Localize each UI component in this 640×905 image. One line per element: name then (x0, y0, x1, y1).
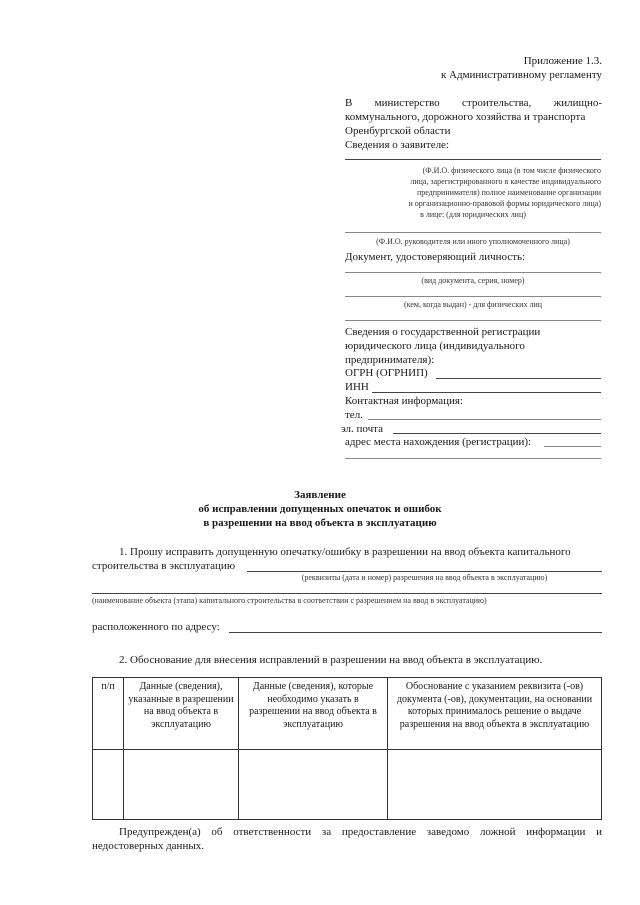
ogrn-field[interactable] (436, 378, 601, 379)
head-hint: (Ф.И.О. руководителя или иного уполномоченного лица) (376, 237, 570, 246)
addressee-line-2: коммунального, дорожного хозяйства и транспорта (345, 111, 586, 123)
fio-hint-2: лица, зарегистрированного в качестве индивидуального (410, 177, 601, 186)
table-cell-justification[interactable] (388, 750, 602, 820)
object-name-hint: (наименование объекта (этапа) капитального строительства в соответствии с разрешением на ввод в эксплуатацию) (92, 596, 487, 605)
phone-label: тел. (345, 409, 363, 421)
request-paragraph-line-1: 1. Прошу исправить допущенную опечатку/ошибку в разрешении на ввод объекта капитального (119, 546, 571, 558)
address-field-2[interactable] (345, 458, 601, 459)
fio-hint-3: предпринимателя) полное наименование организации (416, 188, 601, 197)
located-label: расположенного по адресу: (92, 621, 220, 633)
object-name-field[interactable] (92, 593, 602, 594)
table-header-justification: Обоснование с указанием реквизита (-ов) документа (-ов), документации, на основании которых принималось решение о выдаче разрешения на ввод объекта в эксплуатацию (388, 678, 602, 750)
appendix-to-label: к Административному регламенту (440, 69, 602, 81)
contact-info-label: Контактная информация: (345, 395, 463, 407)
extra-line[interactable] (345, 320, 601, 321)
issued-by-line[interactable] (345, 296, 601, 297)
corrections-table (92, 677, 602, 820)
address-label: адрес места нахождения (регистрации): (345, 436, 532, 448)
phone-field[interactable] (368, 419, 601, 420)
inn-label: ИНН (345, 381, 369, 393)
appendix-label: Приложение 1.3. (523, 55, 602, 67)
email-label: эл. почта (341, 423, 383, 435)
table-header-current-data: Данные (сведения), указанные в разрешении на ввод объекта в эксплуатацию (124, 678, 239, 750)
table-header-new-data: Данные (сведения), которые необходимо указать в разрешении на ввод объекта в эксплуатацию (239, 678, 388, 750)
table-cell-number[interactable] (93, 750, 124, 820)
applicant-name-line[interactable] (345, 159, 601, 160)
table-header-number: п/п (93, 678, 124, 750)
ogrn-label: ОГРН (ОГРНИП) (345, 367, 428, 379)
permit-details-field[interactable] (247, 571, 602, 572)
document-subtitle-2: в разрешении на ввод объекта в эксплуатацию (203, 517, 437, 529)
addressee-line-1: В министерство строительства, жилищно- (345, 97, 602, 109)
addressee-line-3: Оренбургской области (345, 125, 451, 137)
registration-line-3: предпринимателя): (345, 354, 435, 366)
registration-line-1: Сведения о государственной регистрации (345, 326, 541, 338)
registration-line-2: юридического лица (индивидуального (345, 340, 525, 352)
permit-details-hint: (реквизиты (дата и номер) разрешения на ввод объекта в эксплуатацию) (301, 573, 548, 582)
request-paragraph-line-2: строительства в эксплуатацию (92, 560, 236, 572)
table-cell-current-data[interactable] (124, 750, 239, 820)
issued-by-hint: (кем, когда выдан) - для физических лиц (403, 300, 543, 309)
table-cell-new-data[interactable] (239, 750, 388, 820)
warning-line-1: Предупрежден(а) об ответственности за предоставление заведомо ложной информации и (119, 826, 602, 838)
document-subtitle-1: об исправлении допущенных опечаток и ошибок (198, 503, 442, 515)
document-title: Заявление (294, 489, 346, 501)
address-object-field[interactable] (229, 632, 602, 633)
table-row (93, 750, 602, 820)
id-document-line[interactable] (345, 272, 601, 273)
id-document-label: Документ, удостоверяющий личность: (345, 251, 526, 263)
inn-field[interactable] (372, 392, 601, 393)
fio-hint-4: и организационно-правовой формы юридического лица) (408, 199, 601, 208)
fio-hint-5: в лице: (для юридических лиц) (420, 210, 526, 219)
id-document-hint: (вид документа, серия, номер) (421, 276, 525, 285)
fio-hint-1: (Ф.И.О. физического лица (в том числе физического (422, 166, 601, 175)
warning-line-2: недостоверных данных. (92, 840, 204, 852)
address-field[interactable] (544, 446, 601, 447)
justification-heading: 2. Обоснование для внесения исправлений в разрешении на ввод объекта в эксплуатацию. (119, 654, 543, 666)
applicant-info-heading: Сведения о заявителе: (345, 139, 450, 151)
representative-line[interactable] (345, 232, 601, 233)
email-field[interactable] (393, 433, 601, 434)
